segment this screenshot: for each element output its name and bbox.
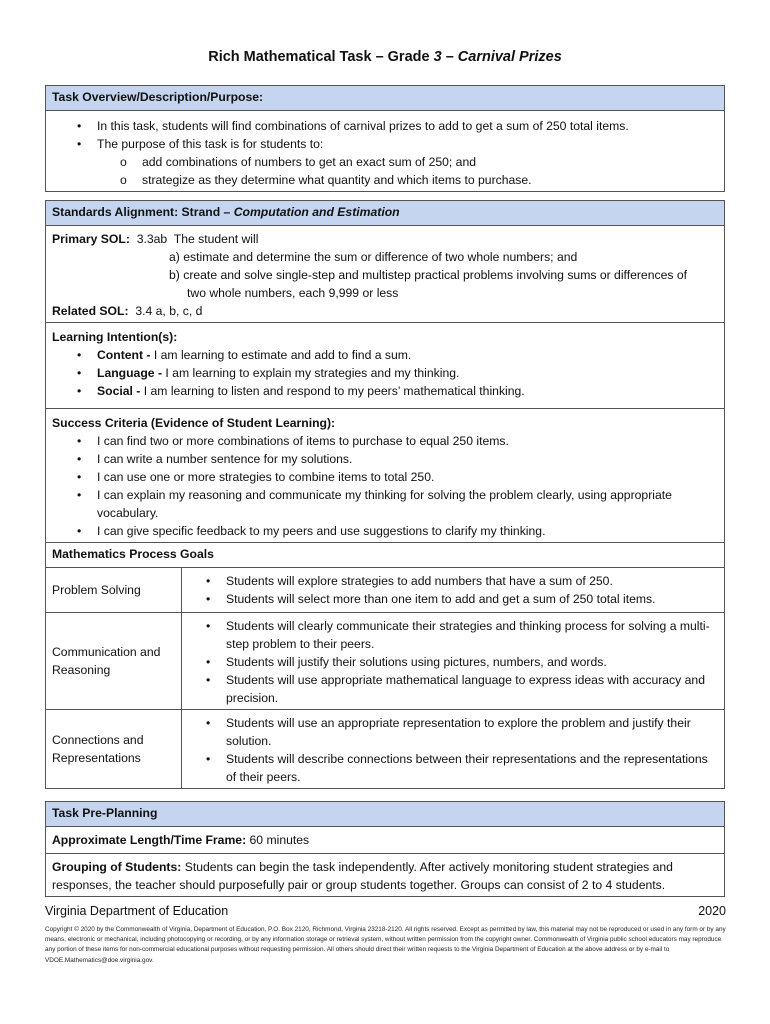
process-goal: • Students will use appropriate mathematical language to express ideas with accuracy and precision. [226,671,718,707]
overview-table [45,85,725,192]
standards-strand: Computation and Estimation [233,205,400,219]
length-label: Approximate Length/Time Frame: [52,833,247,847]
process-goal: • Students will justify their solutions using pictures, numbers, and words. [226,653,718,671]
process-goals [182,613,725,710]
process-goal: • Students will use an appropriate representation to explore the problem and justify their solution. [226,714,718,750]
copyright-notice: Copyright © 2020 by the Commonwealth of Virginia, Department of Education, P.O. Box 2120, Richmond, Virginia 23218-2120. All rights reserved. Except as permitted by law, this material may not be reproduced or used in any form or by any means, electronic or mechanical, including photocopying or recording, or by any information storage or retrieval system, without written permission from the copyright owner. Commonwealth of Virginia public school educators may reproduce any portion of these items for non-commercial educational purposes without requesting permission. All others should direct their written requests to the Virginia Department of Education at the above address or by e-mail to VDOE.Mathematics@doe.virginia.gov. [45,926,726,964]
sol-cell [46,226,725,323]
learning-cell [46,323,725,409]
standards-header-prefix: Standards Alignment: Strand – [52,205,234,219]
title-dash: – [441,49,458,65]
learning-item-label: Social - [97,384,141,398]
process-label: Connections and Representations [46,710,182,789]
success-item: • I can write a number sentence for my solutions. [97,450,718,468]
learning-item-text: I am learning to explain my strategies and my thinking. [162,366,460,380]
length-cell [46,827,725,854]
learning-item [97,382,718,400]
page-title [0,48,770,66]
learning-item [97,346,718,364]
process-header: Mathematics Process Goals [46,543,725,568]
overview-bullet: • In this task, students will find combinations of carnival prizes to add to get a sum of 250 total items. [97,117,718,135]
title-grade: 3 [433,49,442,65]
preplanning-table [45,801,725,897]
learning-item [97,364,718,382]
process-goals [182,568,725,613]
process-goal: • Students will clearly communicate their strategies and thinking process for solving a multi-step problem to their peers. [226,617,718,653]
primary-sol-intro: The student will [173,232,259,246]
standards-table [45,200,725,789]
overview-body [46,111,725,192]
learning-item-text: I am learning to listen and respond to my peers’ mathematical thinking. [140,384,525,398]
primary-sol-item-b-cont: two whole numbers, each 9,999 or less [187,286,399,300]
success-item: • I can use one or more strategies to combine items to total 250. [97,468,718,486]
grouping-value: Students can begin the task independently. After actively monitoring student strategies and responses, the teacher should purposefully pair or group students together. Groups can consist of 2 to 4 students. [52,860,673,892]
process-goals [182,710,725,789]
related-sol-label: Related SOL: [52,304,129,318]
process-label: Problem Solving [46,568,182,613]
success-item: • I can explain my reasoning and communicate my thinking for solving the problem clearly, using appropriate vocabulary. [97,486,718,522]
standards-header [46,201,725,226]
length-value: 60 minutes [246,833,310,847]
process-goal: • Students will describe connections between their representations and the representations of their peers. [226,750,718,786]
primary-sol-code: 3.3ab [136,232,168,246]
success-header: Success Criteria (Evidence of Student Learning): [52,416,336,430]
learning-item-label: Content - [97,348,151,362]
learning-header: Learning Intention(s): [52,330,178,344]
success-item: • I can give specific feedback to my peers and use suggestions to clarify my thinking. [97,522,718,540]
title-prefix: Rich Mathematical Task – Grade [208,49,434,65]
overview-bullet: • The purpose of this task is for students to: [97,135,718,153]
primary-sol-label: Primary SOL: [52,232,130,246]
learning-item-label: Language - [97,366,163,380]
learning-item-text: I am learning to estimate and add to find a sum. [150,348,412,362]
process-goal: • Students will explore strategies to add numbers that have a sum of 250. [226,572,718,590]
related-sol-value: 3.4 a, b, c, d [135,304,203,318]
footer-org: Virginia Department of Education [45,904,229,918]
primary-sol-item-b: b) create and solve single-step and multistep practical problems involving sums or differences of [169,268,687,282]
success-cell [46,409,725,543]
primary-sol-item-a: a) estimate and determine the sum or difference of two whole numbers; and [169,250,578,264]
grouping-cell [46,854,725,897]
preplanning-header: Task Pre-Planning [46,802,725,827]
overview-sub-bullet: o add combinations of numbers to get an exact sum of 250; and [142,153,718,171]
grouping-label: Grouping of Students: [52,860,182,874]
process-label: Communication and Reasoning [46,613,182,710]
footer-year: 2020 [698,904,726,918]
success-item: • I can find two or more combinations of items to purchase to equal 250 items. [97,432,718,450]
title-task-name: Carnival Prizes [457,49,562,65]
overview-sub-bullet: o strategize as they determine what quantity and which items to purchase. [142,171,718,189]
process-goal: • Students will select more than one item to add and get a sum of 250 total items. [226,590,718,608]
footer [45,902,726,920]
overview-header: Task Overview/Description/Purpose: [46,86,725,111]
